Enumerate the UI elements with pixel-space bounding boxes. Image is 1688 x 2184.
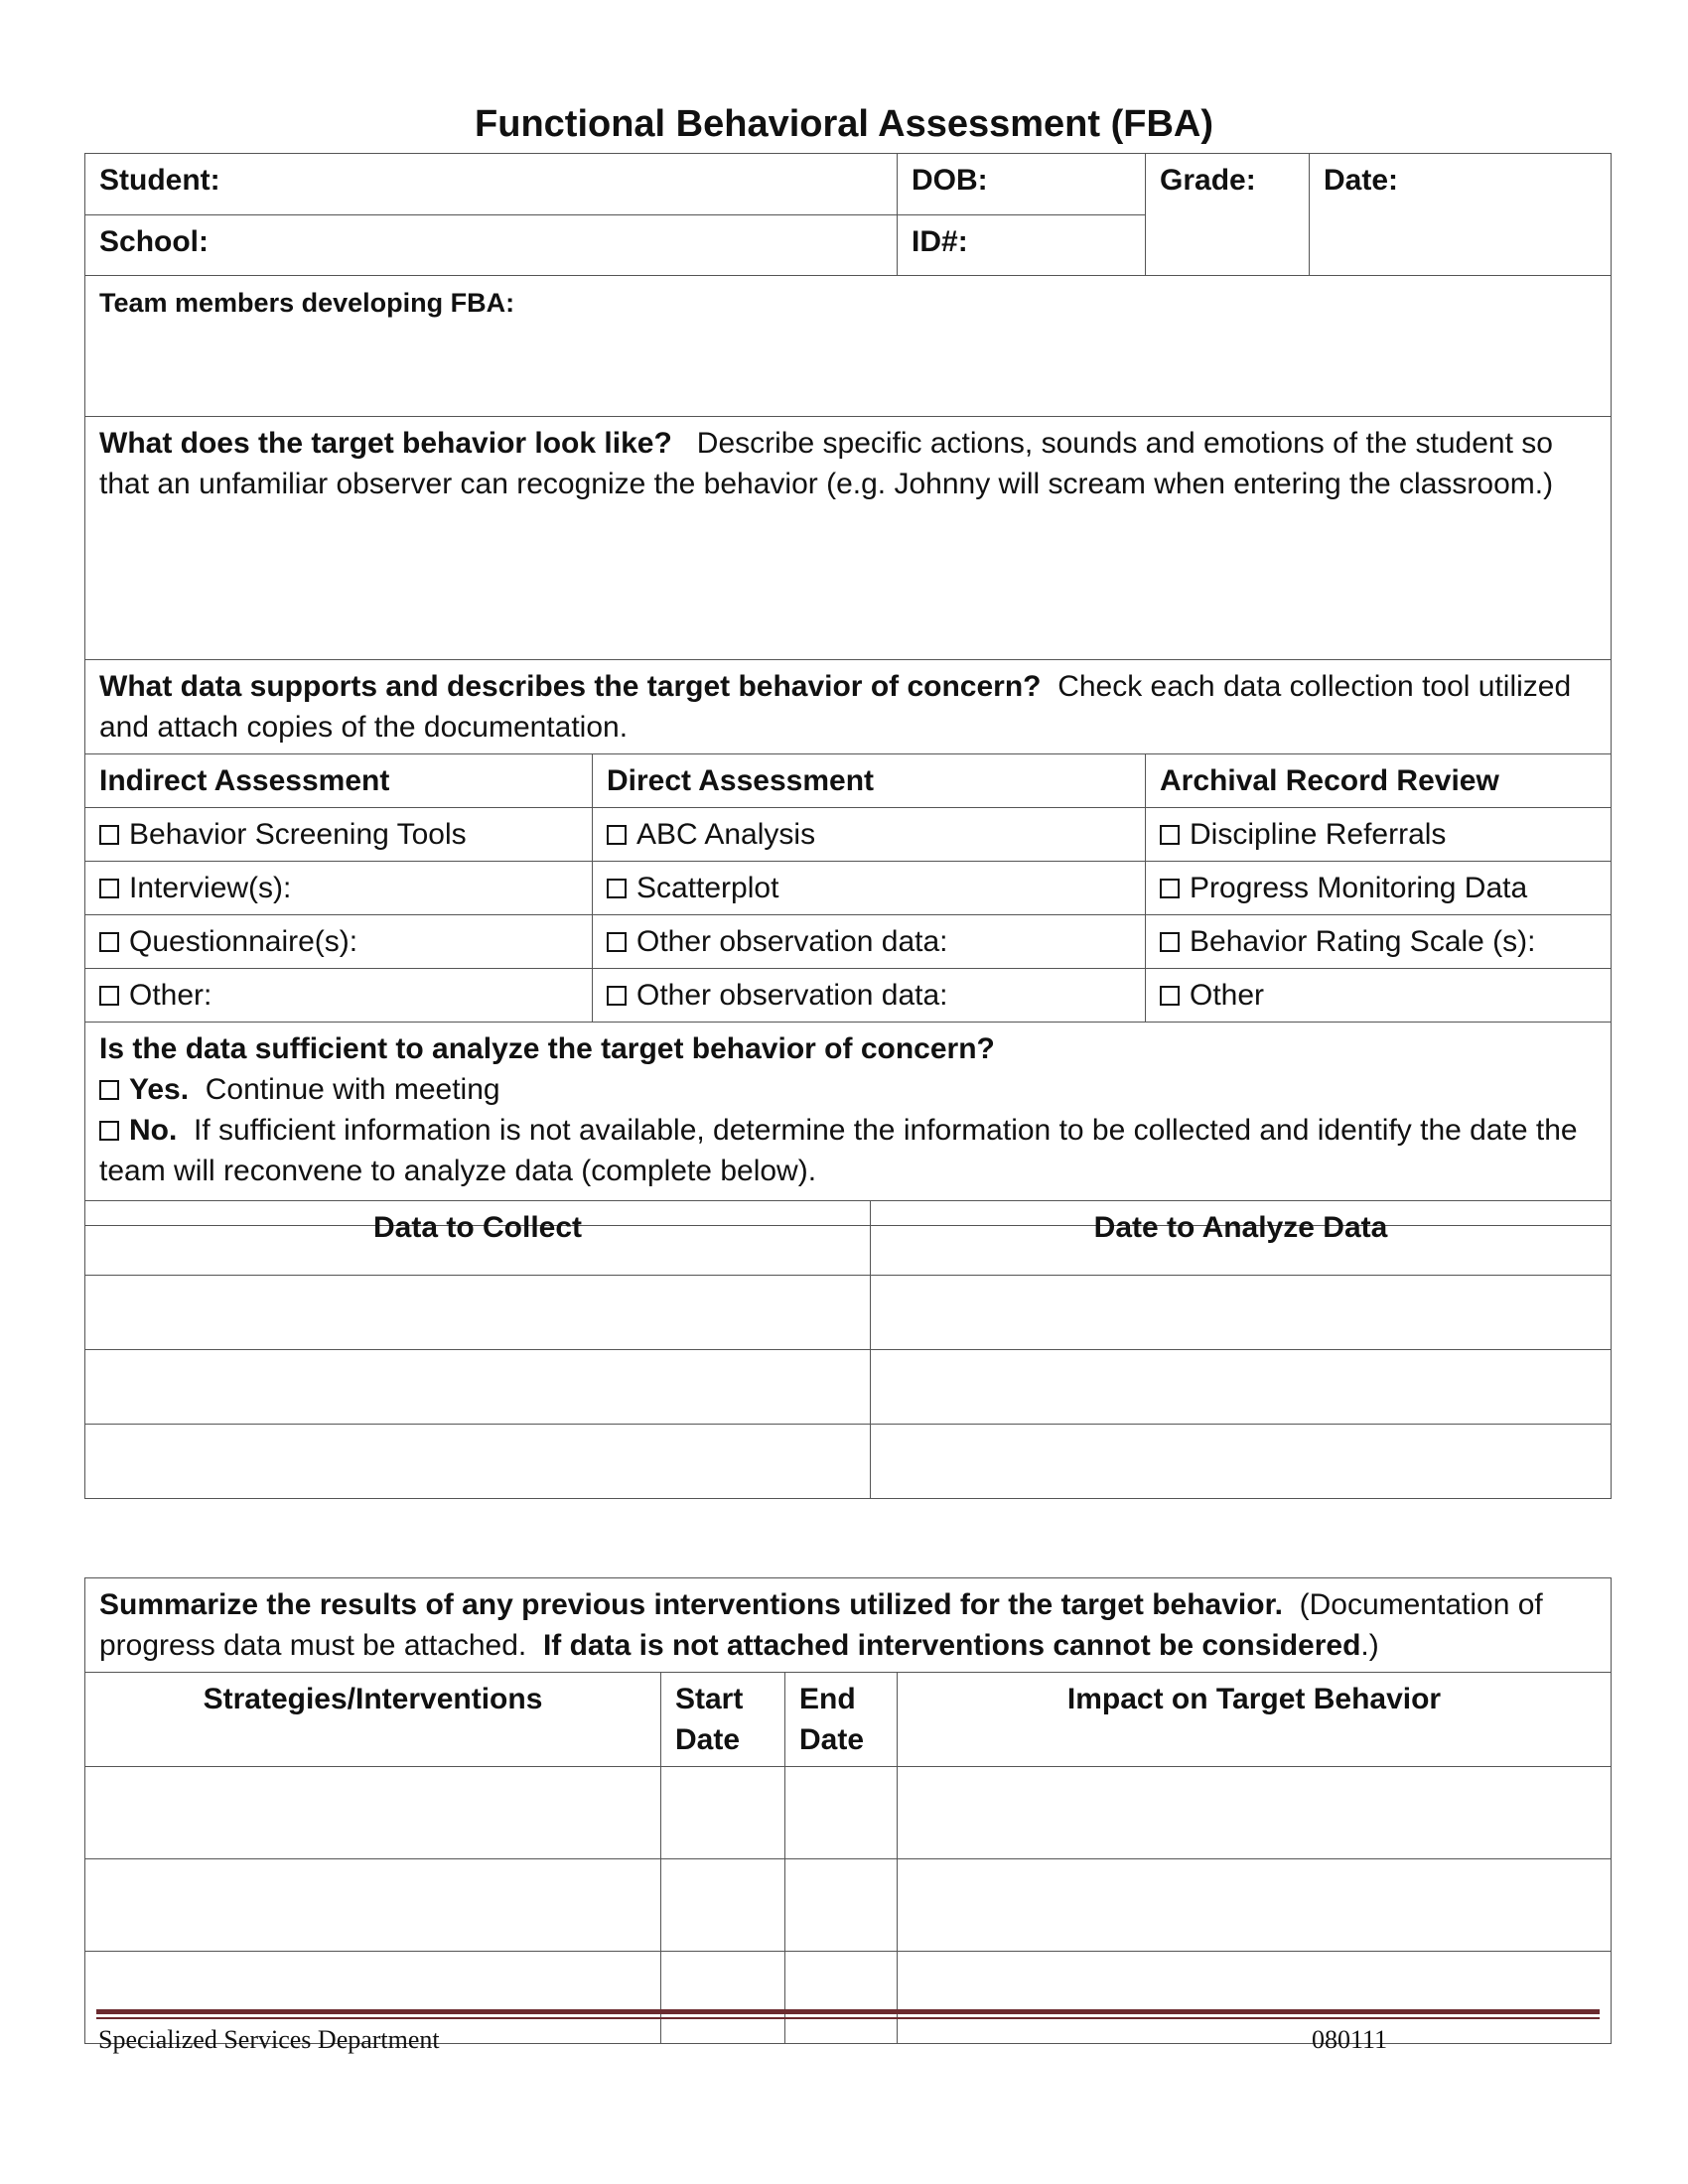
end-date-cell[interactable] xyxy=(785,1952,898,2044)
table-row xyxy=(85,1350,1612,1425)
date-to-analyze-cell[interactable] xyxy=(871,1350,1612,1425)
checkbox-behavior-screening[interactable]: Behavior Screening Tools xyxy=(85,808,593,862)
team-members-field[interactable] xyxy=(85,276,1612,417)
table-row xyxy=(85,1767,1612,1859)
checkbox-icon xyxy=(99,932,119,952)
checkbox-icon xyxy=(607,986,627,1006)
checkbox-icon xyxy=(99,1121,119,1141)
checkbox-other-observation-1[interactable]: Other observation data: xyxy=(593,915,1146,969)
sufficiency-no-option[interactable]: No. If sufficient information is not available, determine the information to be collected and identify the date the team will reconvene to analyze data (complete below). xyxy=(99,1114,1578,1187)
sufficiency-section xyxy=(85,1023,1612,1226)
target-behavior-field[interactable] xyxy=(85,417,1612,660)
date-to-analyze-header: Date to Analyze Data xyxy=(871,1201,1612,1276)
checkbox-icon xyxy=(1160,986,1180,1006)
interventions-table xyxy=(84,1577,1612,2044)
checkbox-icon xyxy=(1160,879,1180,898)
direct-assessment-header: Direct Assessment xyxy=(593,754,1146,808)
checkbox-icon xyxy=(99,986,119,1006)
checkbox-icon xyxy=(99,825,119,845)
end-date-cell[interactable] xyxy=(785,1767,898,1859)
start-date-cell[interactable] xyxy=(661,1859,785,1952)
target-behavior-question: What does the target behavior look like? xyxy=(99,427,672,460)
id-field[interactable]: ID#: xyxy=(898,215,1146,276)
strategies-header: Strategies/Interventions xyxy=(85,1673,661,1767)
impact-cell[interactable] xyxy=(898,1952,1612,2044)
start-date-header: Start Date xyxy=(661,1673,785,1767)
end-date-cell[interactable] xyxy=(785,1859,898,1952)
data-collection-table xyxy=(84,1200,1612,1499)
checkbox-icon xyxy=(607,879,627,898)
checkbox-icon xyxy=(99,879,119,898)
school-field[interactable]: School: xyxy=(85,215,898,276)
checkbox-icon xyxy=(607,932,627,952)
impact-cell[interactable] xyxy=(898,1767,1612,1859)
table-row xyxy=(85,1276,1612,1350)
date-field[interactable]: Date: xyxy=(1310,154,1612,276)
dob-field[interactable]: DOB: xyxy=(898,154,1146,215)
sufficiency-yes-option[interactable]: Yes. Continue with meeting xyxy=(99,1069,1597,1110)
archival-review-header: Archival Record Review xyxy=(1146,754,1612,808)
data-to-collect-cell[interactable] xyxy=(85,1276,871,1350)
data-support-description: Check each data collection tool utilized and attach copies of the documentation. xyxy=(99,670,1572,744)
checkbox-icon xyxy=(1160,932,1180,952)
grade-field[interactable]: Grade: xyxy=(1146,154,1310,276)
checkbox-abc-analysis[interactable]: ABC Analysis xyxy=(593,808,1146,862)
impact-header: Impact on Target Behavior xyxy=(898,1673,1612,1767)
checkbox-questionnaires[interactable]: Questionnaire(s): xyxy=(85,915,593,969)
checkbox-icon xyxy=(607,825,627,845)
date-to-analyze-cell[interactable] xyxy=(871,1425,1612,1499)
impact-cell[interactable] xyxy=(898,1859,1612,1952)
table-row xyxy=(85,1859,1612,1952)
data-support-question: What data supports and describes the target behavior of concern? xyxy=(99,670,1042,703)
strategy-cell[interactable] xyxy=(85,1767,661,1859)
fba-form-table xyxy=(84,153,1612,1226)
strategy-cell[interactable] xyxy=(85,1859,661,1952)
checkbox-scatterplot[interactable]: Scatterplot xyxy=(593,862,1146,915)
checkbox-discipline-referrals[interactable]: Discipline Referrals xyxy=(1146,808,1612,862)
checkbox-icon xyxy=(1160,825,1180,845)
sufficiency-question: Is the data sufficient to analyze the target behavior of concern? xyxy=(99,1032,995,1065)
start-date-cell[interactable] xyxy=(661,1952,785,2044)
page-title: Functional Behavioral Assessment (FBA) xyxy=(475,103,1213,145)
indirect-assessment-header: Indirect Assessment xyxy=(85,754,593,808)
checkbox-icon xyxy=(99,1080,119,1100)
checkbox-other-archival[interactable]: Other xyxy=(1146,969,1612,1023)
footer-divider xyxy=(96,2009,1600,2014)
checkbox-other-observation-2[interactable]: Other observation data: xyxy=(593,969,1146,1023)
checkbox-progress-monitoring[interactable]: Progress Monitoring Data xyxy=(1146,862,1612,915)
start-date-cell[interactable] xyxy=(661,1767,785,1859)
interventions-summary: Summarize the results of any previous interventions utilized for the target behavior. (Documentation of progress data must be attached. If data is not attached interventions cannot be considered.) xyxy=(85,1578,1612,1673)
checkbox-interviews[interactable]: Interview(s): xyxy=(85,862,593,915)
student-field[interactable]: Student: xyxy=(85,154,898,215)
data-to-collect-cell[interactable] xyxy=(85,1425,871,1499)
checkbox-behavior-rating-scale[interactable]: Behavior Rating Scale (s): xyxy=(1146,915,1612,969)
footer-department: Specialized Services Department xyxy=(98,2025,440,2054)
date-to-analyze-cell[interactable] xyxy=(871,1276,1612,1350)
checkbox-other-indirect[interactable]: Other: xyxy=(85,969,593,1023)
target-behavior-description: Describe specific actions, sounds and emotions of the student so that an unfamiliar observer can recognize the behavior (e.g. Johnny will scream when entering the classroom.) xyxy=(99,427,1554,500)
data-to-collect-cell[interactable] xyxy=(85,1350,871,1425)
table-row xyxy=(85,1425,1612,1499)
footer-divider-thin xyxy=(96,2017,1600,2019)
footer-code: 080111 xyxy=(1312,2025,1388,2054)
team-members-label: Team members developing FBA: xyxy=(99,288,515,318)
data-support-section xyxy=(85,660,1612,754)
end-date-header: End Date xyxy=(785,1673,898,1767)
data-to-collect-header: Data to Collect xyxy=(85,1201,871,1276)
